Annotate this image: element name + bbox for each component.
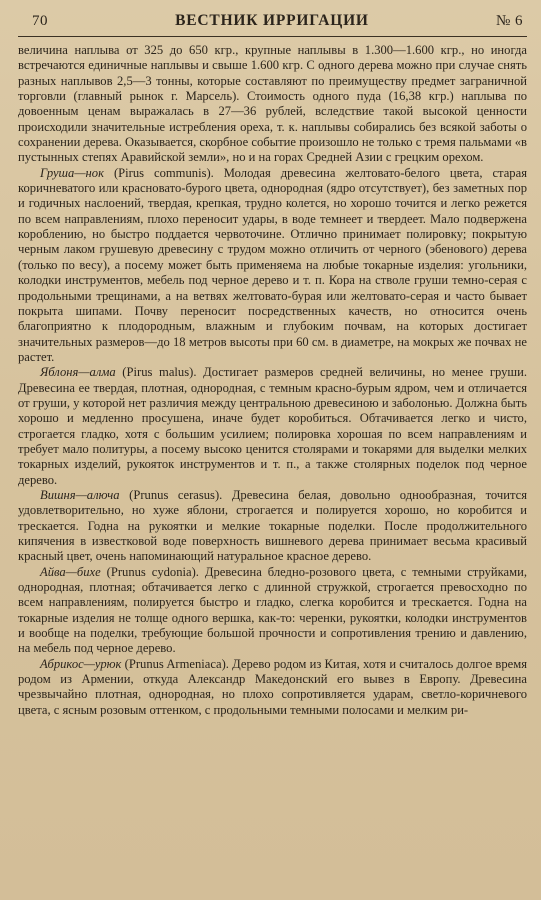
- page-number: 70: [32, 13, 48, 29]
- paragraph-walnut-burl: [18, 43, 527, 166]
- issue-number: № 6: [495, 13, 523, 29]
- paragraph-text: (Prunus Armeniaca). Дерево родом из Китая, хотя и считалось долгое время родом из Армении, откуда Александр Македонский его вывез в Европу. Древесина чрезвычайно плотная, однородная, но плохо сопротивляется ударам, светло-коричневого цвета, с ясным розовым оттенком, с продольными темными полосами и мелким ри-: [18, 656, 527, 717]
- paragraph-text: (Prunus cydonia). Древесина бледно-розового цвета, с темными струйками, однородная, плотная; обтачивается легко с длинной стружкой, строгается превосходно по всем направлениям, полируется быстро и гладко, слегка коробится и трескается. Годна на токарные изделия не толще одного вершка, как-то: черенки, рукоятки, колодки инструментов и вообще на поделки, требующие большой прочности и сопротивления трению и давлению, на мебель под черное дерево.: [18, 564, 527, 656]
- species-term: Айва—бихе: [40, 564, 101, 579]
- species-term: Вишня—алюча: [40, 487, 120, 502]
- species-term: Груша—нок: [40, 165, 104, 180]
- article-body: [18, 43, 527, 718]
- paragraph-quince: [18, 565, 527, 657]
- running-header: [18, 12, 527, 37]
- paragraph-cherry: [18, 488, 527, 565]
- paragraph-text: (Pirus malus). Достигает размеров средней величины, но менее груши. Древесина ее твердая, плотная, однородная, с темным красно-бурым ядром, чем и отличается от груши, у которой нет различия между центральною древесиною и заболонью. Должна быть хорошо и медленно просушена, иначе будет коробиться. Обтачивается легко и чисто, строгается гладко, хотя с большим усилием; полировка хорошая по всем направлениям и требует мало политуры, а посему высоко ценится столярами и токарями для выделки мелких токарных изделий, рукояток инструментов и т. п., а также столярных поделок под черное дерево.: [18, 365, 527, 487]
- paragraph-apricot: [18, 657, 527, 718]
- journal-title: ВЕСТНИК ИРРИГАЦИИ: [175, 12, 369, 29]
- paragraph-text: величина наплыва от 325 до 650 кгр., крупные наплывы в 1.300—1.600 кгр., но иногда встречаются единичные наплывы и свыше 1.600 кгр. С одного дерева можно при случае снять разных наплывов 2,5—3 тонны, которые составляют по преимуществу предмет заграничной торговли (главный рынок г. Марсель). Стоимость одного пуда (16,38 кгр.) наплыва по довоенным ценам выражалась в 27—36 рублей, вследствие такой высокой ценности происходили значительные истребления ореха, т. к. наплывы собирались без всякой заботы о сохранении дерева. Оказывается, скорбное событие произошло не только с тремя пальмами «в пустынных степях Аравийской земли», но и на горах Средней Азии с грецким орехом.: [18, 43, 527, 165]
- paragraph-text: (Prunus cerasus). Древесина белая, довольно однообразная, точится удовлетворительно, но хуже яблони, строгается и полируется хорошо, но коробится и трескается. Годна на рукоятки и мелкие токарные поделки. После продолжительного кипячения в известковой воде поверхность вишневого дерева принимает весьма красивый красный цвет, очень напоминающий натуральное красное дерево.: [18, 487, 527, 564]
- species-term: Абрикос—урюк: [40, 656, 122, 671]
- paragraph-text: (Pirus communis). Молодая древесина желтовато-белого цвета, старая коричневатого или красновато-бурого цвета, однородная (ядро отсутствует), без заметных пор и годичных наслоений, твердая, крепкая, трудно колется, но хорошо точится и легко режется по всем направлениям, плохо переносит удары, в воде темнеет и твердеет. Мало подвержена короблению, но быстро поддается червоточине. Отлично принимает полировку; покрытую черным лаком грушевую древесину с трудом можно отличить от черного (эбенового) дерева (только по весу), а посему может быть применяема на любые токарные изделия: угольники, колодки инструментов, мебель под черное дерево и т. п. Кора на стволе груши темно-серая с продольными трещинами, а на ветвях желтовато-бурая или желтовато-серая и часто бывает покрыта шипами. Почву переносит посредственных качеств, но относится очень благоприятно к плодородным, влажным и глубоким почвам, на которых достигает значительных размеров—до 18 метров высоты при 60 см. в диаметре, на мокрых же почвах не растет.: [18, 165, 527, 364]
- paragraph-pear: [18, 166, 527, 365]
- paragraph-apple: [18, 365, 527, 488]
- species-term: Яблоня—алма: [40, 365, 116, 380]
